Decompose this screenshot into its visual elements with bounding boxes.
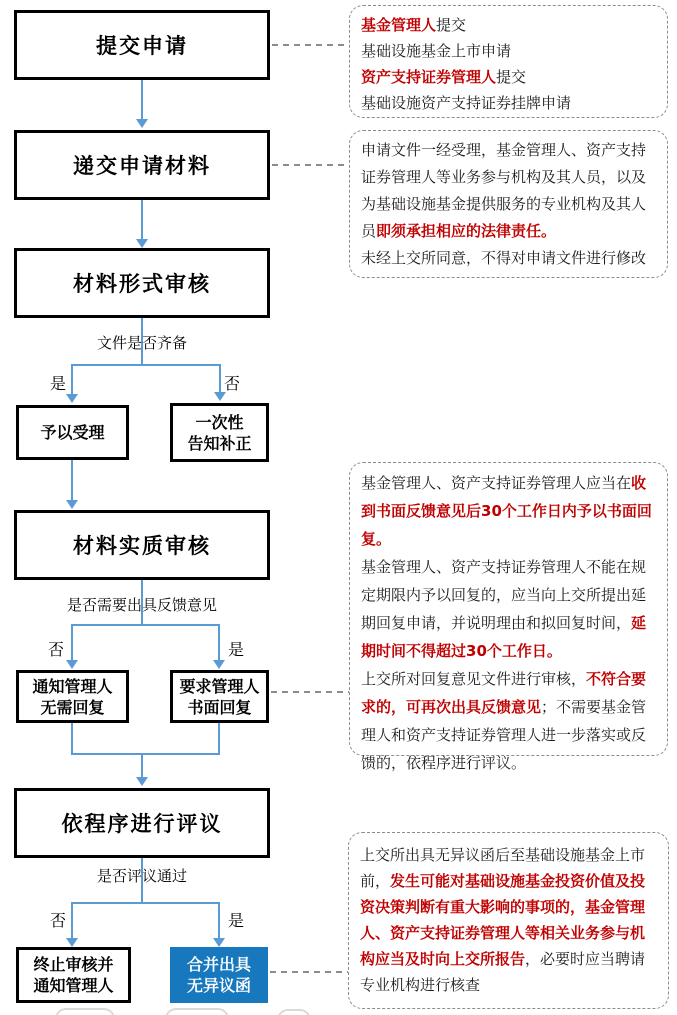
- dashed-connector: [272, 44, 349, 46]
- box-label-line2: 无需回复: [40, 697, 105, 717]
- note-text-segment: 收到书面反馈意见后30个工作日内予以书面回复。: [361, 474, 652, 548]
- arrow-down-icon: [66, 394, 78, 403]
- note-text-segment: ，必要时应当聘请专业机构进行核查: [360, 950, 646, 994]
- box-label-line2: 书面回复: [187, 697, 252, 717]
- branch-split-line: [72, 902, 220, 904]
- box-notify-no-reply-needed: [16, 670, 129, 723]
- branch-label-no: 否: [224, 374, 241, 393]
- note-text-segment: 资产支持证券管理人: [361, 68, 497, 86]
- box-label-line1: 通知管理人: [32, 676, 113, 696]
- note-text-segment: 基金管理人、资产支持证券管理人不能在规定期限内予以回复的，应当向上交所提出延期回复申请，并说明理由和拟回复时间，: [361, 558, 647, 632]
- flow-arrow-line: [141, 753, 143, 778]
- dashed-connector: [270, 971, 348, 973]
- flow-arrow-line: [141, 200, 143, 240]
- branch-line-yes: [218, 902, 220, 938]
- note-text-segment: 上交所对回复意见文件进行审核，: [361, 670, 587, 688]
- box-onetime-supplement-notice: [170, 403, 269, 462]
- box-label-line2: 通知管理人: [33, 976, 114, 995]
- branch-line-yes: [218, 624, 220, 660]
- branch-label-yes: 是: [50, 374, 67, 393]
- decision-label-deliberation-passed: 是否评议通过: [97, 867, 188, 885]
- note-text: [350, 463, 667, 783]
- note-text: [350, 131, 667, 278]
- box-label-line1: 要求管理人: [179, 676, 260, 696]
- cropped-text-artifact: [165, 1008, 229, 1015]
- note-box-feedback-reply: [349, 462, 668, 772]
- note-text: [349, 833, 668, 1007]
- arrow-down-icon: [213, 660, 225, 669]
- branch-line-no: [71, 902, 73, 938]
- step-label: 材料形式审核: [73, 272, 211, 296]
- note-text-segment: 发生可能对基础设施基金投资价值及投资决策判断有重大影响的事项的，基金管理人、资产支持证券管理人等相关业务参与机构应当及时向上交所报告: [360, 872, 646, 968]
- decision-label-documents-complete: 文件是否齐备: [97, 334, 188, 352]
- branch-label-no: 否: [50, 911, 67, 930]
- note-text-segment: ；不需要基金管理人和资产支持证券管理人进一步落实或反馈的，依程序进行评议。: [361, 698, 647, 772]
- box-label-line1: 合并出具: [186, 955, 251, 974]
- branch-split-line: [72, 624, 220, 626]
- step-label: 材料实质审核: [73, 534, 211, 558]
- branch-label-yes: 是: [228, 640, 245, 659]
- branch-label-yes: 是: [228, 911, 245, 930]
- arrow-down-icon: [136, 239, 148, 248]
- note-text-segment: 基金管理人: [361, 16, 437, 34]
- box-accept-application: [16, 405, 129, 460]
- step-box-deliver-materials: [14, 130, 270, 200]
- box-label-line2: 告知补正: [187, 433, 252, 453]
- note-text-segment: 未经上交所同意，不得对申请文件进行修改: [361, 249, 647, 267]
- merge-line-right: [218, 723, 220, 755]
- branch-line-yes: [71, 364, 73, 395]
- box-terminate-and-notify: [16, 947, 131, 1003]
- box-label: 予以受理: [40, 423, 105, 442]
- branch-line-no: [219, 364, 221, 393]
- note-text: [350, 6, 667, 122]
- note-text-segment: 即须承担相应的法律责任。: [376, 222, 557, 240]
- note-text-segment: 延期时间不得超过30个工作日。: [361, 614, 647, 660]
- decision-label-feedback-needed: 是否需要出具反馈意见: [67, 596, 218, 614]
- step-label: 递交申请材料: [73, 154, 211, 178]
- note-text-segment: 提交: [496, 68, 527, 86]
- box-label-line1: 一次性: [195, 412, 244, 432]
- arrow-down-icon: [136, 777, 148, 786]
- note-box-legal-liability: [349, 130, 668, 278]
- dashed-connector: [271, 691, 349, 693]
- arrow-down-icon: [66, 500, 78, 509]
- note-text-segment: 提交: [436, 16, 467, 34]
- dashed-connector: [272, 164, 349, 166]
- branch-line-no: [71, 624, 73, 660]
- note-text-segment: 基础设施资产支持证券挂牌申请: [361, 94, 572, 112]
- note-text-segment: 申请文件一经受理，基金管理人、资产支持证券管理人等业务参与机构及其人员，以及为基础设施基金提供服务的专业机构及其人员: [361, 141, 647, 240]
- cropped-text-artifact: [277, 1009, 311, 1015]
- arrow-down-icon: [213, 938, 225, 947]
- arrow-down-icon: [66, 660, 78, 669]
- branch-label-no: 否: [48, 640, 65, 659]
- branch-split-line: [72, 364, 221, 366]
- cropped-text-artifact: [55, 1008, 115, 1015]
- note-box-submitters: [349, 5, 668, 118]
- step-box-deliberation: [14, 788, 270, 858]
- arrow-down-icon: [66, 938, 78, 947]
- box-label-line1: 终止审核并: [33, 955, 114, 974]
- note-text-segment: 不符合要求的，可再次出具反馈意见: [361, 670, 647, 716]
- arrow-down-icon: [136, 119, 148, 128]
- note-text-segment: 上交所出具无异议函后至基础设施基金上市前，: [360, 846, 646, 890]
- step-box-submit-application: [14, 10, 270, 80]
- box-issue-no-objection-letter: [170, 947, 268, 1003]
- flow-arrow-line: [141, 80, 143, 121]
- step-box-formal-review: [14, 248, 270, 318]
- step-box-substantive-review: [14, 510, 270, 580]
- step-label: 依程序进行评议: [61, 812, 223, 836]
- note-text-segment: 基金管理人、资产支持证券管理人应当在: [361, 474, 632, 492]
- note-box-major-events-report: [348, 832, 669, 1009]
- flow-arrow-line: [71, 460, 73, 501]
- merge-line-left: [71, 723, 73, 755]
- step-label: 提交申请: [96, 34, 188, 58]
- box-label-line2: 无异议函: [186, 976, 251, 995]
- merge-line-horizontal: [71, 753, 220, 755]
- box-require-written-reply: [170, 670, 269, 723]
- note-text-segment: 基础设施基金上市申请: [361, 42, 512, 60]
